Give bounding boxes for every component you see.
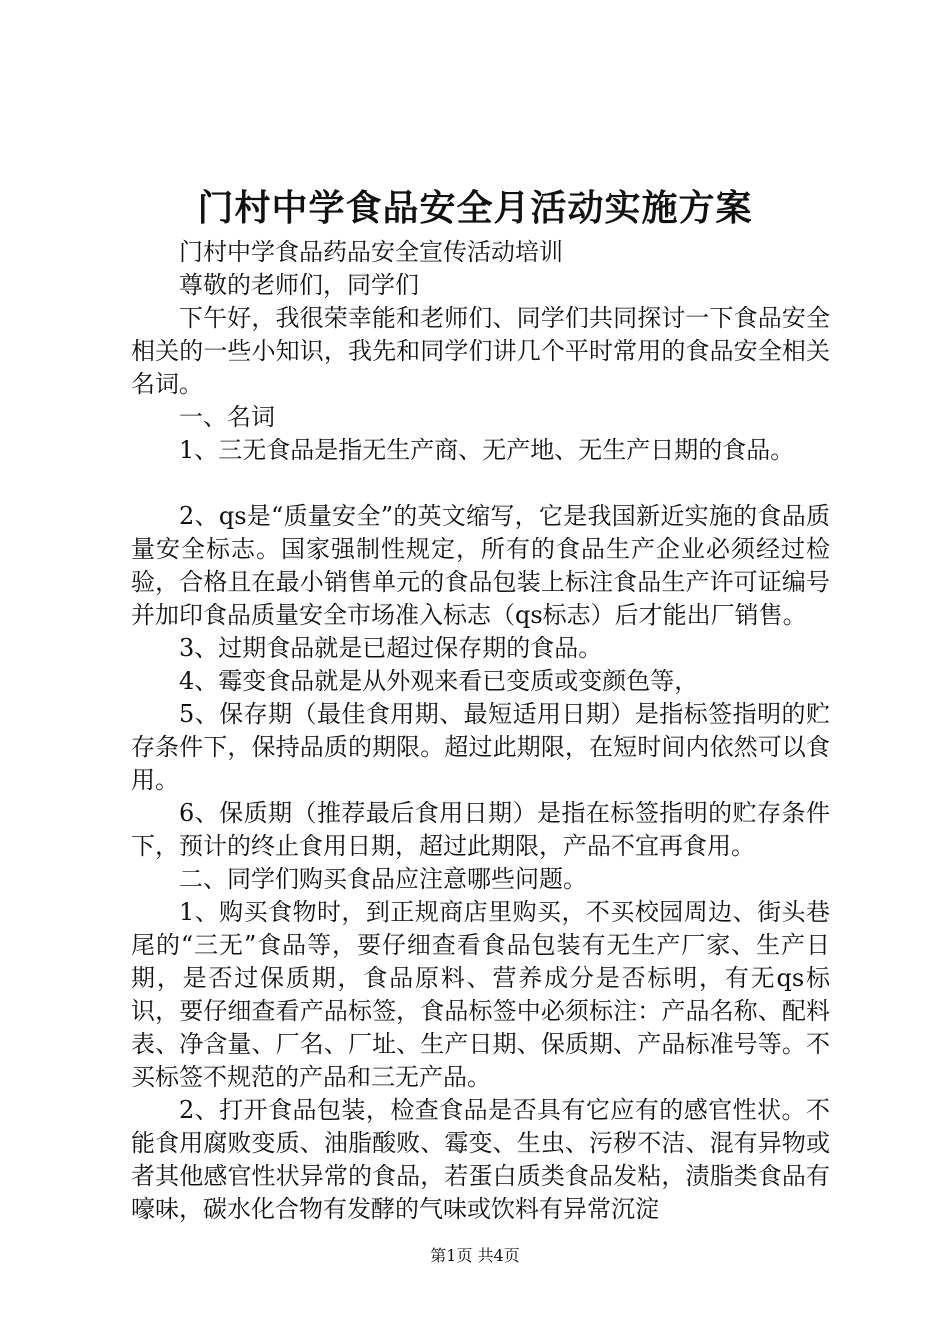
paragraph-greeting: 尊敬的老师们，同学们 — [179, 271, 419, 299]
section-heading-purchase: 二、同学们购买食品应注意哪些问题。 — [179, 865, 587, 893]
page-footer: 第1页 共4页 — [430, 1246, 520, 1265]
document-body — [131, 236, 830, 1226]
paragraph-term-6: 6、保质期（推荐最后食用日期）是指在标签指明的贮存条件下，预计的终止食用日期，超过此期限，产品不宜再食用。 — [131, 799, 830, 860]
paragraph-term-1: 1、三无食品是指无生产商、无产地、无生产日期的食品。 — [179, 436, 795, 464]
paragraph-opening: 下午好，我很荣幸能和老师们、同学们共同探讨一下食品安全相关的一些小知识，我先和同学们讲几个平时常用的食品安全相关名词。 — [131, 304, 830, 398]
document-title: 门村中学食品安全月活动实施方案 — [197, 187, 753, 229]
paragraph-term-5: 5、保存期（最佳食用期、最短适用日期）是指标签指明的贮存条件下，保持品质的期限。超过此期限，在短时间内依然可以食用。 — [131, 700, 830, 794]
paragraph-term-3: 3、过期食品就是已超过保存期的食品。 — [179, 634, 603, 662]
paragraph-purchase-1: 1、购买食物时，到正规商店里购买，不买校园周边、街头巷尾的“三无”食品等，要仔细查看食品包装有无生产厂家、生产日期，是否过保质期，食品原料、营养成分是否标明，有无qs标识，要仔细查看产品标签，食品标签中必须标注：产品名称、配料表、净含量、厂名、厂址、生产日期、保质期、产品标准号等。不买标签不规范的产品和三无产品。 — [131, 898, 830, 1091]
section-heading-terms: 一、名词 — [179, 403, 275, 431]
paragraph-term-2: 2、qs是“质量安全”的英文缩写，它是我国新近实施的食品质量安全标志。国家强制性规定，所有的食品生产企业必须经过检验，合格且在最小销售单元的食品包装上标注食品生产许可证编号并加印食品质量安全市场准入标志（qs标志）后才能出厂销售。 — [131, 502, 830, 629]
paragraph-purchase-2: 2、打开食品包装，检查食品是否具有它应有的感官性状。不能食用腐败变质、油脂酸败、霉变、生虫、污秽不洁、混有异物或者其他感官性状异常的食品，若蛋白质类食品发粘，渍脂类食品有嚎味，碳水化合物有发酵的气味或饮料有异常沉淀 — [131, 1096, 830, 1223]
paragraph-term-4: 4、霉变食品就是从外观来看已变质或变颜色等， — [179, 667, 699, 695]
paragraph-intro-heading: 门村中学食品药品安全宣传活动培训 — [179, 238, 563, 266]
